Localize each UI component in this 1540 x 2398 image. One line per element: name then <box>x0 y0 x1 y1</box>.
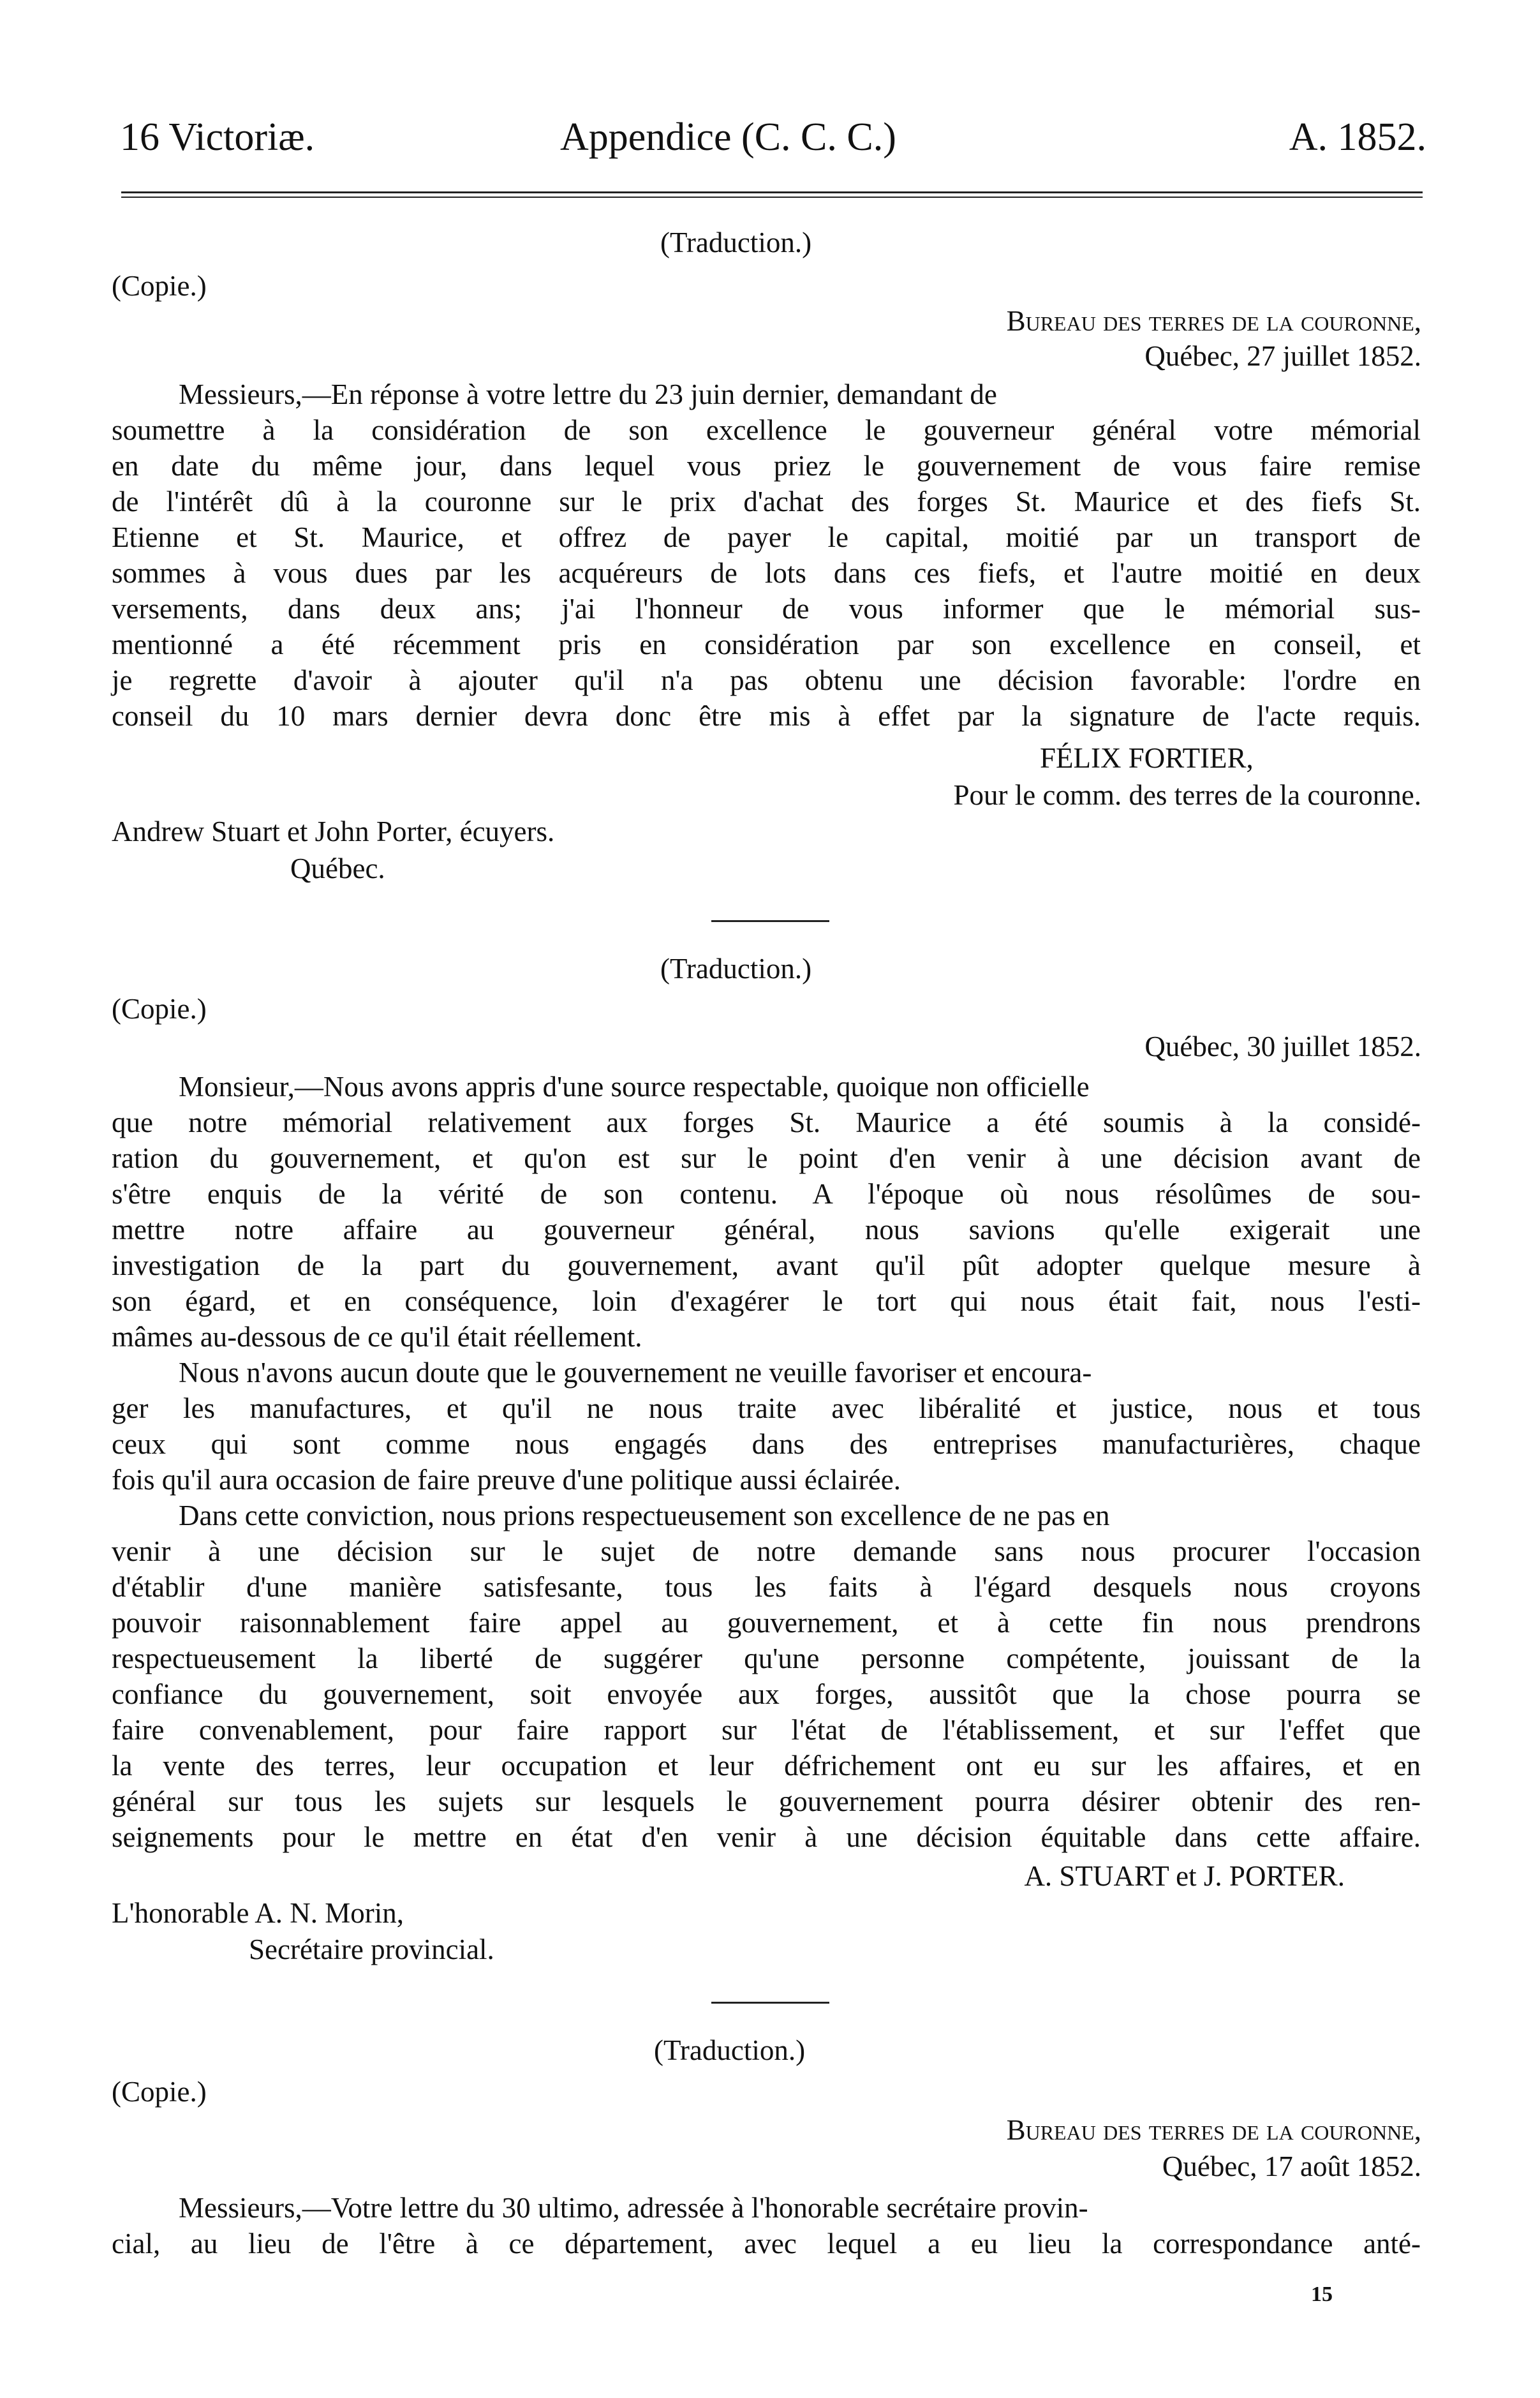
letter3-office: Bureau des terres de la couronne, <box>1006 2114 1421 2146</box>
letter1-office: Bureau des terres de la couronne, <box>1006 305 1421 337</box>
header-rule <box>121 191 1423 198</box>
letter1-line: je regrette d'avoir à ajouter qu'il n'a pas obtenu une décision favorable: l'ordre en <box>112 664 1421 696</box>
letter2-line: la vente des terres, leur occupation et leur défrichement ont eu sur les affaires, et en <box>112 1750 1421 1782</box>
letter2-dateline: Québec, 30 juillet 1852. <box>1144 1031 1421 1062</box>
letter1-dateline: Québec, 27 juillet 1852. <box>1144 340 1421 372</box>
letter1-copie: (Copie.) <box>112 270 207 302</box>
letter1-addressee: Andrew Stuart et John Porter, écuyers. <box>112 815 555 847</box>
letter2-line: fois qu'il aura occasion de faire preuve d'une politique aussi éclairée. <box>112 1464 901 1496</box>
letter1-traduction: (Traduction.) <box>660 227 812 258</box>
header-appendix: Appendice (C. C. C.) <box>560 115 896 159</box>
letter3-line: cial, au lieu de l'être à ce département, avec lequel a eu lieu la correspondance anté- <box>112 2228 1421 2260</box>
letter1-line: soumettre à la considération de son excellence le gouverneur général votre mémorial <box>112 414 1421 446</box>
letter1-signature: FÉLIX FORTIER, <box>1040 742 1254 774</box>
letter1-line: Etienne et St. Maurice, et offrez de payer le capital, moitié par un transport de <box>112 521 1421 553</box>
letter2-line: confiance du gouvernement, soit envoyée aux forges, aussitôt que la chose pourra se <box>112 1678 1421 1710</box>
letter2-addressee-title: Secrétaire provincial. <box>249 1933 494 1965</box>
letter2-line: mâmes au-dessous de ce qu'il était réellement. <box>112 1321 642 1353</box>
letter2-copie: (Copie.) <box>112 993 207 1025</box>
letter3-copie: (Copie.) <box>112 2076 207 2108</box>
letter1-line: Messieurs,—En réponse à votre lettre du 23 juin dernier, demandant de <box>179 378 997 410</box>
letter2-line: faire convenablement, pour faire rapport sur l'état de l'établissement, et sur l'effet que <box>112 1714 1421 1746</box>
letter2-line: général sur tous les sujets sur lesquels le gouvernement pourra désirer obtenir des ren- <box>112 1785 1421 1817</box>
letter2-line: ration du gouvernement, et qu'on est sur le point d'en venir à une décision avant de <box>112 1142 1421 1174</box>
letter2-signature: A. STUART et J. PORTER. <box>1024 1860 1345 1892</box>
section-separator <box>711 2002 829 2004</box>
letter2-line: seignements pour le mettre en état d'en venir à une décision équitable dans cette affaire. <box>112 1821 1421 1853</box>
letter2-line: Monsieur,—Nous avons appris d'une source respectable, quoique non officielle <box>179 1071 1090 1103</box>
letter1-line: en date du même jour, dans lequel vous priez le gouvernement de vous faire remise <box>112 450 1421 482</box>
header-year: A. 1852. <box>1289 115 1426 159</box>
running-head <box>120 108 1426 166</box>
letter2-line: Dans cette conviction, nous prions respectueusement son excellence de ne pas en <box>179 1500 1110 1531</box>
letter2-traduction: (Traduction.) <box>660 953 812 985</box>
letter1-line: de l'intérêt dû à la couronne sur le prix d'achat des forges St. Maurice et des fiefs St. <box>112 486 1421 518</box>
letter2-addressee: L'honorable A. N. Morin, <box>112 1897 404 1929</box>
letter2-line: investigation de la part du gouvernement, avant qu'il pût adopter quelque mesure à <box>112 1249 1421 1281</box>
letter3-traduction: (Traduction.) <box>654 2034 806 2066</box>
letter1-addressee-place: Québec. <box>290 853 385 884</box>
letter2-line: mettre notre affaire au gouverneur général, nous savions qu'elle exigerait une <box>112 1214 1421 1246</box>
letter2-line: ger les manufactures, et qu'il ne nous traite avec libéralité et justice, nous et tous <box>112 1392 1421 1424</box>
letter1-line: sommes à vous dues par les acquéreurs de lots dans ces fiefs, et l'autre moitié en deux <box>112 557 1421 589</box>
letter2-line: que notre mémorial relativement aux forges St. Maurice a été soumis à la considé- <box>112 1106 1421 1138</box>
letter2-line: respectueusement la liberté de suggérer qu'une personne compétente, jouissant de la <box>112 1642 1421 1674</box>
page-number: 15 <box>1311 2283 1333 2306</box>
letter3-dateline: Québec, 17 août 1852. <box>1162 2150 1421 2182</box>
letter2-line: d'établir d'une manière satisfesante, tous les faits à l'égard desquels nous croyons <box>112 1571 1421 1603</box>
letter1-line: mentionné a été récemment pris en considération par son excellence en conseil, et <box>112 629 1421 660</box>
letter1-line: conseil du 10 mars dernier devra donc être mis à effet par la signature de l'acte requis. <box>112 700 1421 732</box>
header-session: 16 Victoriæ. <box>120 115 315 159</box>
letter2-line: pouvoir raisonnablement faire appel au gouvernement, et à cette fin nous prendrons <box>112 1607 1421 1639</box>
letter3-line: Messieurs,—Votre lettre du 30 ultimo, adressée à l'honorable secrétaire provin- <box>179 2192 1088 2224</box>
section-separator <box>711 920 829 922</box>
letter2-line: s'être enquis de la vérité de son contenu. A l'époque où nous résolûmes de sou- <box>112 1178 1421 1210</box>
letter1-signature-title: Pour le comm. des terres de la couronne. <box>953 779 1421 811</box>
letter2-line: venir à une décision sur le sujet de notre demande sans nous procurer l'occasion <box>112 1535 1421 1567</box>
letter1-line: versements, dans deux ans; j'ai l'honneur de vous informer que le mémorial sus- <box>112 593 1421 625</box>
letter2-line: ceux qui sont comme nous engagés dans des entreprises manufacturières, chaque <box>112 1428 1421 1460</box>
letter2-line: Nous n'avons aucun doute que le gouvernement ne veuille favoriser et encoura- <box>179 1357 1092 1389</box>
letter2-line: son égard, et en conséquence, loin d'exagérer le tort qui nous était fait, nous l'esti- <box>112 1285 1421 1317</box>
